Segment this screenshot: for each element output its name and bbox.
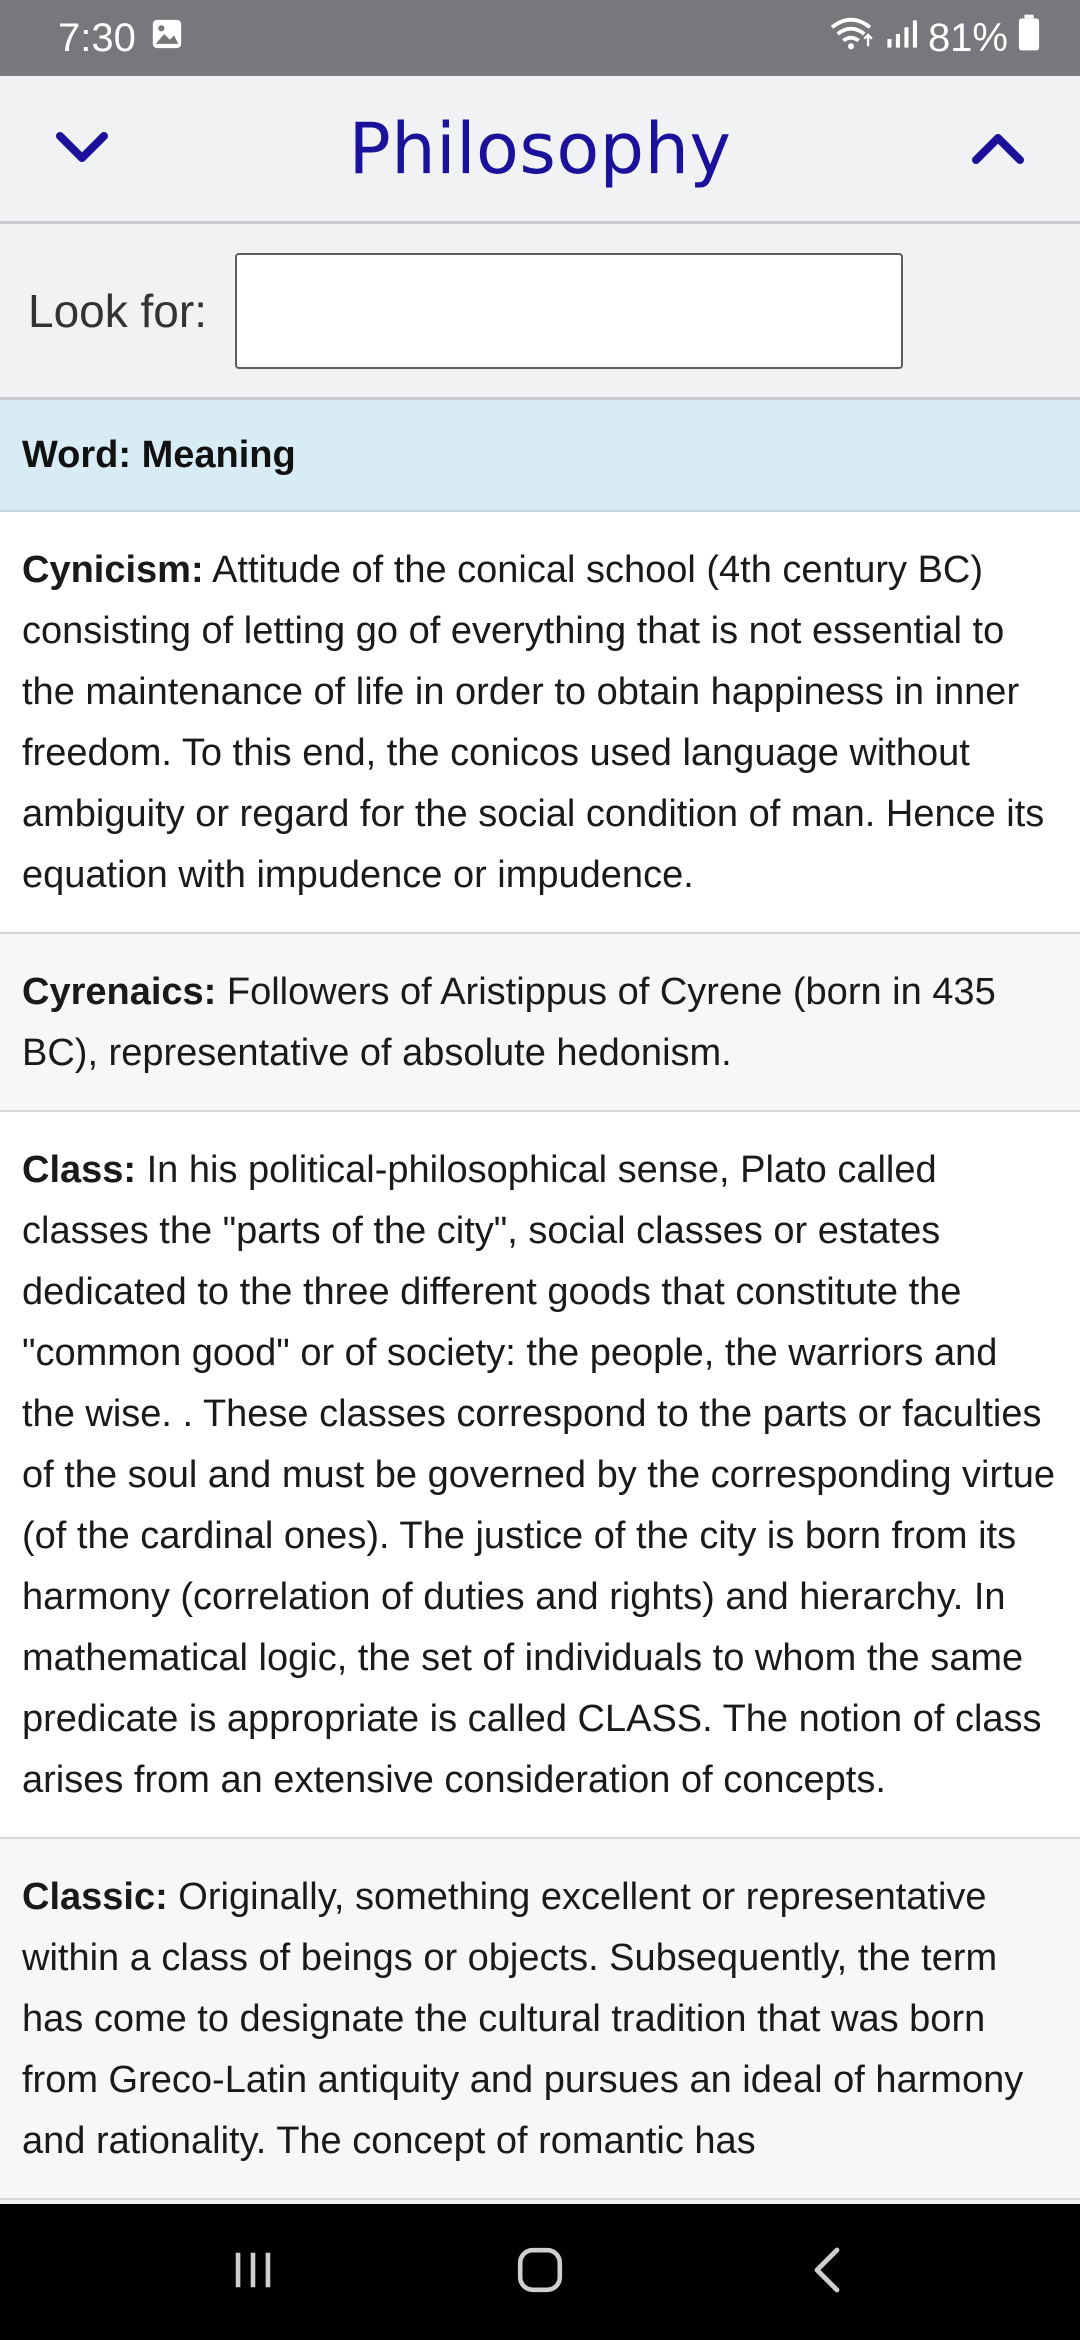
- expand-button[interactable]: [938, 76, 1058, 224]
- page-title: Philosophy: [348, 107, 732, 190]
- search-input[interactable]: [235, 253, 903, 369]
- list-item[interactable]: [0, 1112, 1080, 1839]
- list-header: Word: Meaning: [0, 400, 1080, 512]
- list-item[interactable]: [0, 512, 1080, 934]
- status-time: 7:30: [58, 15, 136, 60]
- search-row: [0, 224, 1080, 400]
- entry-meaning: Followers of Aristippus of Cyrene (born in 435 BC), representative of absolute hedonism.: [22, 971, 996, 1074]
- navigation-bar: [0, 2204, 1080, 2340]
- entry-term: Class:: [22, 1149, 137, 1191]
- back-icon: [807, 2245, 847, 2300]
- battery-icon: [1018, 14, 1040, 62]
- collapse-button[interactable]: [22, 76, 142, 224]
- entry-term: Classic:: [22, 1876, 168, 1918]
- signal-icon: [884, 16, 918, 61]
- back-button[interactable]: [767, 2222, 887, 2322]
- entries-list: [0, 512, 1080, 2200]
- entry-meaning: In his political-philosophical sense, Plato called classes the "parts of the city", social classes or estates dedicated to the three different goods that constitute the "common good" or of society: the people, the warriors and the wise. . These classes correspond to the parts or faculties of the soul and must be governed by the corresponding virtue (of the cardinal ones). The justice of the city is born from its harmony (correlation of duties and rights) and hierarchy. In mathematical logic, the set of individuals to whom the same predicate is appropriate is called CLASS. The notion of class arises from an extensive consideration of concepts.: [22, 1149, 1055, 1801]
- status-right: [828, 14, 1040, 62]
- entry-meaning: Attitude of the conical school (4th century BC) consisting of letting go of everything that is not essential to the maintenance of life in order to obtain happiness in inner freedom. To this end, the conicos used language without ambiguity or regard for the social condition of man. Hence its equation with impudence or impudence.: [22, 549, 1045, 896]
- status-left: [58, 16, 184, 61]
- chevron-down-icon: [54, 130, 110, 171]
- app-header: [0, 76, 1080, 224]
- status-bar: [0, 0, 1080, 76]
- wifi-icon: [828, 14, 874, 62]
- list-item[interactable]: [0, 1839, 1080, 2200]
- image-icon: [150, 16, 184, 61]
- chevron-up-icon: [970, 130, 1026, 171]
- recent-apps-icon: [230, 2247, 276, 2298]
- search-label: Look for:: [28, 284, 207, 337]
- battery-percent: 81%: [927, 15, 1008, 60]
- entry-term: Cyrenaics:: [22, 971, 217, 1013]
- entry-meaning: Originally, something excellent or representative within a class of beings or objects. Subsequently, the term has come to designate the cultural tradition that was born from Greco-Latin antiquity and pursues an ideal of harmony and rationality. The concept of romantic has: [22, 1876, 1024, 2162]
- entry-term: Cynicism:: [22, 549, 204, 591]
- home-icon: [515, 2245, 565, 2300]
- recent-apps-button[interactable]: [193, 2222, 313, 2322]
- home-button[interactable]: [480, 2222, 600, 2322]
- list-item[interactable]: [0, 934, 1080, 1112]
